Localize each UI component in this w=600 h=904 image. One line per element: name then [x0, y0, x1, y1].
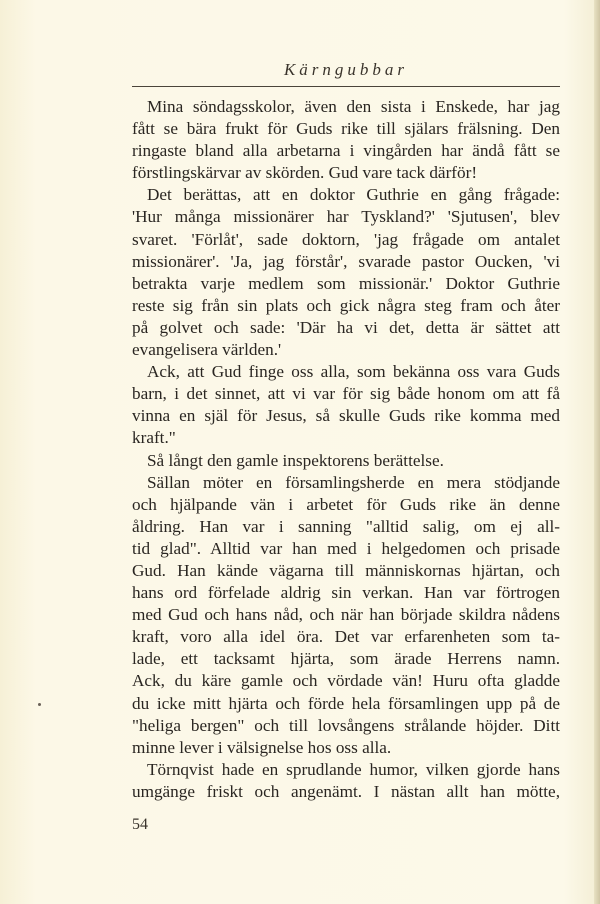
text-line: du icke mitt hjärta och förde hela församlingen upp på de	[132, 693, 560, 713]
text-line: svaret. 'Förlåt', sade doktorn, 'jag frågade om antalet	[132, 229, 560, 249]
text-line: missionärer'. 'Ja, jag förstår', svarade pastor Oucken, 'vi	[132, 251, 560, 271]
text-line: på golvet och sade: 'Där ha vi det, detta är sättet att	[132, 317, 560, 337]
text-line: ringaste bland alla arbetarna i vingården har ändå fått se	[132, 141, 560, 161]
header-rule	[132, 86, 560, 87]
text-line: minne lever i välsignelse hos oss alla.	[132, 737, 392, 757]
text-line: Ack, att Gud finge oss alla, som bekänna oss vara Guds	[147, 362, 560, 382]
text-line: evangelisera världen.'	[132, 340, 282, 360]
text-line: åldring. Han var i sanning "alltid salig, om ej all-	[132, 516, 560, 536]
page-number: 54	[132, 816, 148, 833]
text-line: Sällan möter en församlingsherde en mera stödjande	[147, 472, 560, 492]
text-line: Det berättas, att en doktor Guthrie en gång frågade:	[147, 185, 560, 205]
text-line: lade, ett tacksamt hjärta, som ärade Herrens namn.	[132, 649, 560, 669]
text-line: Så långt den gamle inspektorens berättelse.	[147, 450, 444, 470]
text-line: tid glad". Alltid var han med i helgedomen och prisade	[132, 538, 560, 558]
text-line: reste sig från sin plats och gick några steg fram och åter	[132, 295, 560, 315]
ink-speck	[38, 703, 41, 706]
text-line: förstlingskärvar av skörden. Gud vare tack därför!	[132, 163, 478, 183]
text-line: umgänge friskt och angenämt. I nästan allt han mötte,	[132, 781, 560, 801]
text-line: Ack, du käre gamle och vördade vän! Huru ofta gladde	[132, 671, 560, 691]
text-line: Törnqvist hade en sprudlande humor, vilken gjorde hans	[147, 759, 560, 779]
text-line: "heliga bergen" och till lovsångens strålande höjder. Ditt	[132, 715, 560, 735]
text-line: kraft."	[132, 428, 176, 448]
text-line: betrakta varje medlem som missionär.' Doktor Guthrie	[132, 273, 560, 293]
text-line: fått se bära frukt för Guds rike till själars frälsning. Den	[132, 119, 560, 139]
text-line: hans ord förfelade aldrig sin verkan. Han var förtrogen	[132, 583, 560, 603]
text-line: kraft, voro alla idel öra. Det var erfarenheten som ta-	[132, 627, 560, 647]
text-line: barn, i det sinnet, att vi var för sig både honom om att få	[132, 384, 560, 404]
text-line: 'Hur många missionärer har Tyskland?' 'Sjutusen', blev	[132, 207, 560, 227]
text-line: vinna en själ för Jesus, så skulle Guds rike komma med	[132, 406, 560, 426]
text-line: Mina söndagsskolor, även den sista i Enskede, har jag	[147, 97, 560, 116]
text-line: Gud. Han kände vägarna till människornas hjärtan, och	[132, 560, 560, 580]
body-text	[132, 96, 560, 803]
text-line: med Gud och hans nåd, och när han började skildra nådens	[132, 605, 560, 625]
running-head: Kärngubbar	[283, 60, 409, 79]
page-edge	[594, 0, 600, 904]
text-line: och hjälpande vän i arbetet för Guds rike än denne	[132, 494, 560, 514]
